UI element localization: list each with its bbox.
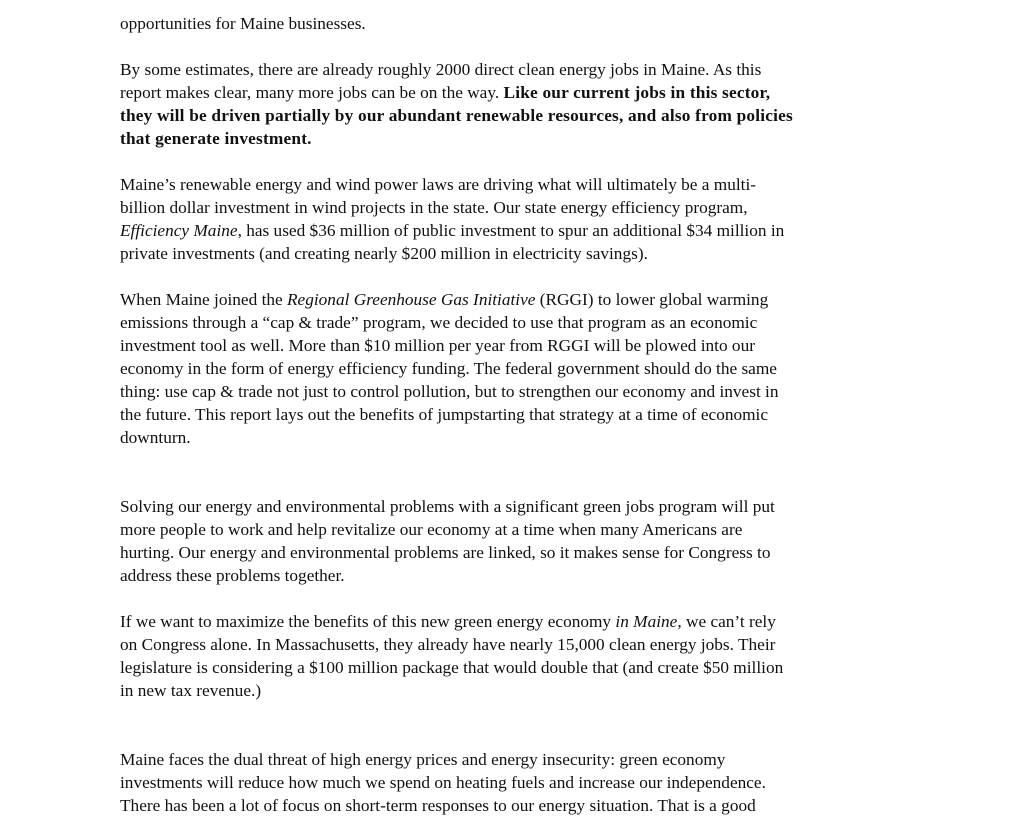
paragraph-6-text-a: If we want to maximize the benefits of this new green energy economy (120, 612, 616, 631)
paragraph-4 (120, 288, 910, 449)
paragraph-4-text-b: (RGGI) to lower global warming emissions through a “cap & trade” program, we decided to use that program as an economic investment tool as well. More than $10 million per year from RGGI will be plowed into our economy in the form of energy efficiency funding. The federal government should do the same thing: use cap & trade not just to control pollution, but to strengthen our economy and invest in the future. This report lays out the benefits of jumpstarting that strategy at a time of economic downturn. (120, 290, 779, 447)
paragraph-3 (120, 173, 910, 265)
efficiency-maine-italic: Efficiency Maine (120, 221, 238, 240)
paragraph-2 (120, 58, 910, 150)
paragraph-1 (120, 0, 910, 35)
paragraph-1-text: opportunities for Maine businesses. (120, 14, 366, 33)
paragraph-2-text: By some estimates, there are already roughly 2000 direct clean energy jobs in Maine. As this report makes clear, many more jobs can be on the way. (120, 60, 762, 102)
paragraph-3-text-a: Maine’s renewable energy and wind power laws are driving what will ultimately be a multi- billion dollar investment in wind projects in the state. Our state energy efficiency program, (120, 175, 757, 217)
paragraph-5 (120, 472, 910, 587)
paragraph-5-text: Solving our energy and environmental problems with a significant green jobs program will put more people to work and help revitalize our economy at a time when many Americans are hurting. Our energy and environmental problems are linked, so it makes sense for Congress to address these problems together. (120, 497, 775, 585)
rggi-italic: Regional Greenhouse Gas Initiative (287, 290, 536, 309)
paragraph-4-text-a: When Maine joined the (120, 290, 287, 309)
paragraph-7 (120, 725, 910, 817)
paragraph-2-bold-text: Like our current jobs in this sector, they will be driven partially by our abundant renewable resources, and also from policies that generate investment. (120, 83, 793, 148)
document-body (120, 0, 910, 840)
paragraph-7-text: Maine faces the dual threat of high energy prices and energy insecurity: green economy investments will reduce how much we spend on heating fuels and increase our independence. There has been a lot of focus on short-term responses to our energy situation. That is a good (120, 750, 766, 815)
paragraph-3-text-b: , has used $36 million of public investment to spur an additional $34 million in private investments (and creating nearly $200 million in electricity savings). (120, 221, 785, 263)
in-maine-italic: in Maine (615, 612, 678, 631)
paragraph-6-text-b: , we can’t rely on Congress alone. In Massachusetts, they already have nearly 15,000 clean energy jobs. Their legislature is considering a $100 million package that would double that (and create $50 million in new tax revenue.) (120, 612, 784, 700)
paragraph-6 (120, 610, 910, 702)
